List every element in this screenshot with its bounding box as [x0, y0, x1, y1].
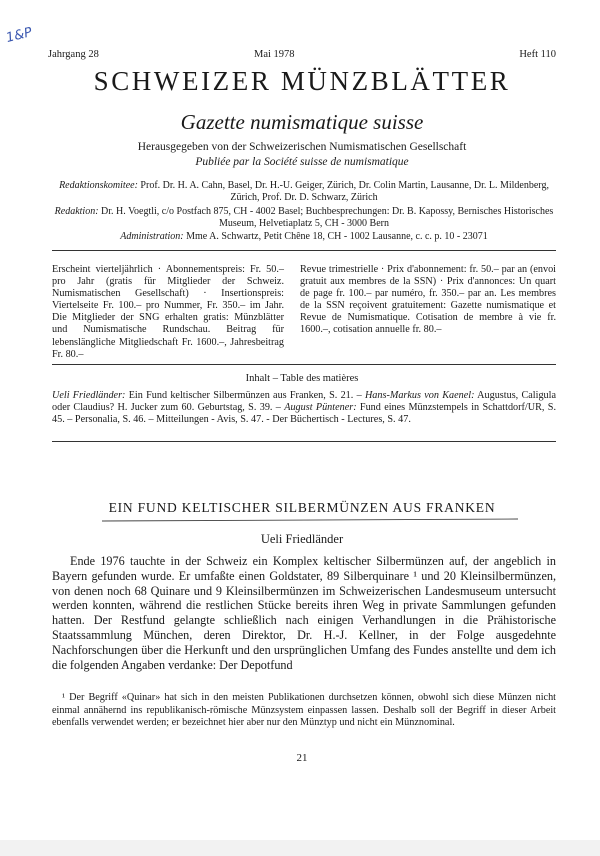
toc-author-2: Hans-Markus von Kaenel: [364, 390, 475, 401]
journal-subtitle: Gazette numismatique suisse [180, 110, 424, 134]
administration-label: Administration: [120, 231, 184, 242]
article-paragraph: Ende 1976 tauchte in der Schweiz ein Komplex keltischer Silbermünzen auf, der angeblich in Bayern gefunden wurde. Er umfaßte einen Goldstater, 89 Silberquinare ¹ und 20 Kleinsilbermünzen, von denen noch 68 Quinare und 9 Kleinsilbermünzen im Schweizerischen Landesmuseum untersucht werden konnten, während die restlichen Stücke bereits ihren Weg in private Sammlungen gefunden hatten. Der Restfund gelangte schließlich nach einigen Verhandlungen in die Prähistorische Staatssammlung München, deren Direktor, Dr. H.-J. Kellner, in der Folge ausgedehnte Nachforschungen über die Herkunft und den ursprünglichen Umfang des Fundes anstellte und dem ich die folgenden Angaben verdanke: Der Depotfund [52, 554, 556, 672]
editorial-office-label: Redaktion: [54, 206, 99, 217]
article-title: EIN FUND KELTISCHER SILBERMÜNZEN AUS FRANKEN [108, 500, 496, 515]
toc-author-3: August Püntener: [284, 402, 357, 414]
divider-top [52, 250, 556, 251]
title-underline [100, 515, 520, 525]
editorial-committee-members: Prof. Dr. H. A. Cahn, Basel, Dr. H.-U. Geiger, Zürich, Dr. Colin Martin, Lausanne, Dr. L. Mildenberg, Zürich, Prof. Dr. D. Schwarz, Zürich [140, 180, 549, 204]
article-author: Ueli Friedländer [260, 532, 344, 546]
divider-middle [52, 364, 556, 365]
administration [52, 231, 556, 243]
scan-edge [0, 840, 600, 856]
toc-heading: Inhalt – Table des matières [245, 373, 359, 384]
table-of-contents [52, 390, 556, 426]
issue-date: Mai 1978 [254, 49, 295, 60]
divider-bottom [52, 441, 556, 442]
volume-label: Jahrgang 28 [48, 49, 99, 60]
page-number: 21 [296, 752, 308, 764]
handwritten-margin-note: 1&P [4, 25, 34, 46]
subscription-french: Revue trimestrielle · Prix d'abonnement: fr. 50.– par an (envoi gratuit aux membres de la SSN) · Prix d'annonces: Un quart de page fr. 100.– par numéro, fr. 350.– par an. Les membres de la SSN reçoivent gratuitement: Gazette numismatique et Revue de Numismatique. Cotisation de membre à vie fr. 1600.–, cotisation annuelle fr. 80.– [300, 264, 556, 336]
editorial-committee [52, 180, 556, 205]
toc-entry-2: Augustus, Caligula oder Claudius? H. Jucker zum 60. Geburtstag, S. 39. – [52, 390, 556, 414]
issue-number: Heft 110 [519, 49, 556, 60]
publisher-german: Herausgegeben von der Schweizerischen Numismatischen Gesellschaft [137, 141, 467, 153]
editorial-office-address: Dr. H. Voegtli, c/o Postfach 875, CH - 4002 Basel; Buchbesprechungen: Dr. B. Kapossy, Bernisches Historisches Museum, Helvetiaplatz 5, CH - 3000 Bern [101, 206, 554, 230]
editorial-office [52, 206, 556, 231]
toc-entry-3: Fund eines Münzstempels in Schattdorf/UR, S. 45. – Personalia, S. 46. – Mitteilungen - Avis, S. 47. - Der Büchertisch - Lectures, S. 47. [52, 402, 556, 426]
administration-address: Mme A. Schwartz, Petit Chêne 18, CH - 1002 Lausanne, c. c. p. 10 - 23071 [186, 231, 488, 242]
footnote-1: ¹ Der Begriff «Quinar» hat sich in den meisten Publikationen durchsetzen können, obwohl sich diese Münzen nicht einmal annähernd ins republikanisch-römische Münzsystem einpassen lassen. Deshalb soll der Begriff in dieser Arbeit ebenfalls verwendet werden; er bezeichnet hier aber nur den Münztyp und nicht ein Münznominal. [52, 692, 556, 729]
subscription-german: Erscheint vierteljährlich · Abonnementspreis: Fr. 50.– pro Jahr (gratis für Mitglieder der Schweiz. Numismatischen Gesellschaft) · Insertionspreis: Viertelseite Fr. 100.– pro Nummer, Fr. 350.– im Jahr. Die Mitglieder der SNG erhalten gratis: Münzblätter und Numismatische Rundschau. Beitrag für lebenslängliche Mitgliedschaft Fr. 1600.–, Jahresbeitrag Fr. 80.– [52, 264, 284, 360]
toc-entry-1: Ein Fund keltischer Silbermünzen aus Franken, S. 21. – [125, 390, 365, 401]
journal-title: SCHWEIZER MÜNZBLÄTTER [93, 66, 511, 96]
editorial-committee-label: Redaktionskomitee: [59, 180, 138, 191]
publisher-french: Publiée par la Société suisse de numismatique [195, 156, 409, 168]
toc-author-1: Ueli Friedländer: [52, 390, 126, 401]
